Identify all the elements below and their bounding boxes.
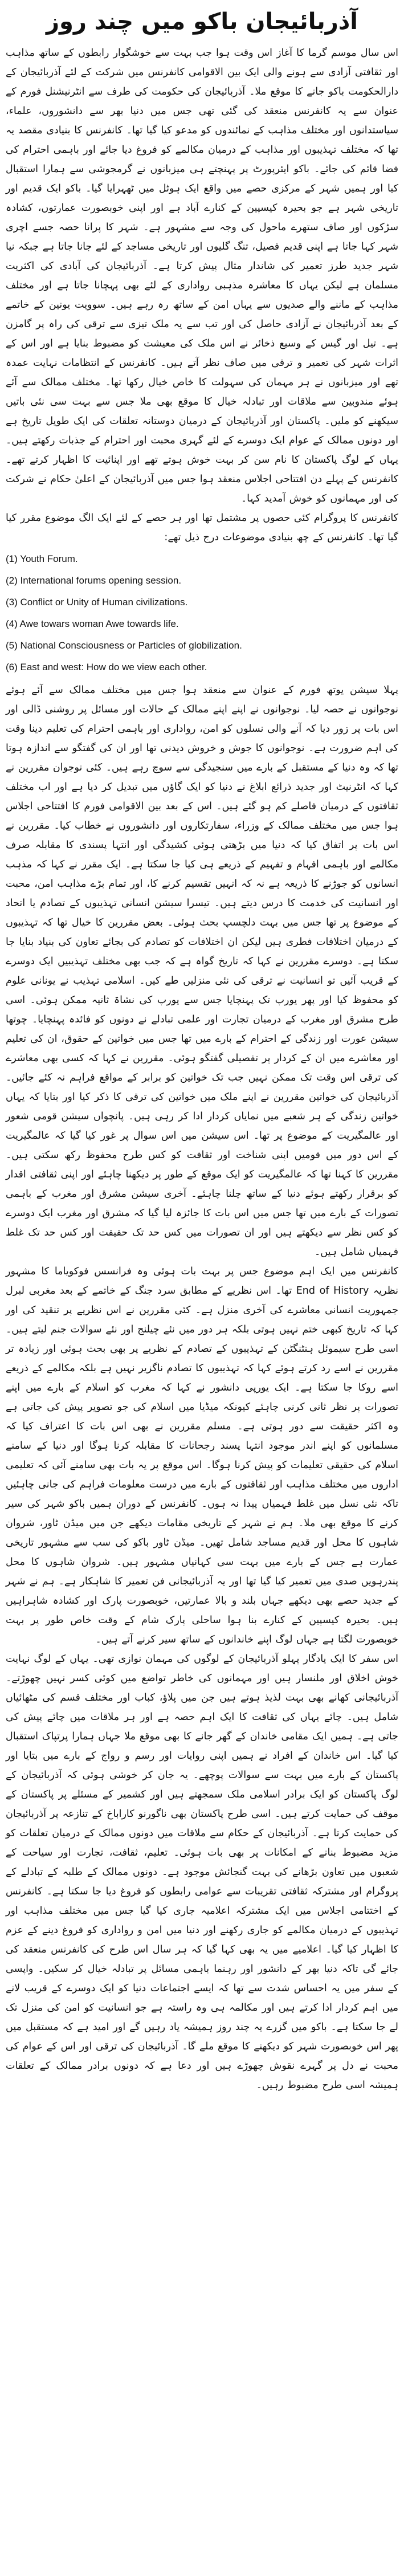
- conference-topics-list: [6, 548, 398, 678]
- topic-item: (2) International forums opening session.: [6, 575, 182, 586]
- topic-item: (1) Youth Forum.: [6, 553, 78, 564]
- topic-item: (5) National Consciousness or Particles of globilization.: [6, 640, 242, 651]
- topic-item: (6) East and west: How do we view each other.: [6, 662, 207, 672]
- body-paragraph-closing: اس سفر کا ایک یادگار پہلو آذربائیجان کے لوگوں کی مہمان نوازی تھی۔ یہاں کے لوگ نہایت خوش اخلاق اور ملنسار ہیں اور مہمانوں کی خاطر تواضع میں کوئی کسر نہیں چھوڑتے۔ آذربائیجانی کھانے بھی بہت لذیذ ہوتے ہیں جن میں پلاؤ، کباب اور مختلف قسم کی مٹھائیاں شامل ہیں۔ چائے یہاں کی ثقافت کا ایک اہم حصہ ہے اور ہر ملاقات میں چائے پیش کی جاتی ہے۔ ہمیں ایک مقامی خاندان کے گھر جانے کا بھی موقع ملا جہاں ہمارا پرتپاک استقبال کیا گیا۔ اس خاندان کے افراد نے ہمیں اپنی روایات اور رسم و رواج کے بارے میں بتایا اور پاکستان کے بارے میں بہت سے سوالات پوچھے۔ یہ جان کر خوشی ہوئی کہ آذربائیجان کے لوگ پاکستان کو ایک برادر اسلامی ملک سمجھتے ہیں اور کشمیر کے مسئلے پر پاکستان کے موقف کی حمایت کرتے ہیں۔ اسی طرح پاکستان بھی ناگورنو کاراباخ کے تنازعہ پر آذربائیجان کی حمایت کرتا ہے۔ آذربائیجان کے حکام سے ملاقات میں دونوں ممالک کے درمیان تعلقات کو مزید مضبوط بنانے کے امکانات پر بھی بات ہوئی۔ تعلیم، ثقافت، تجارت اور سیاحت کے شعبوں میں تعاون بڑھانے کی بہت گنجائش موجود ہے۔ دونوں ممالک کے طلبہ کے تبادلے کے پروگرام اور مشترکہ ثقافتی تقریبات سے عوامی رابطوں کو فروغ دیا جا سکتا ہے۔ کانفرنس کے اختتامی اجلاس میں ایک مشترکہ اعلامیہ جاری کیا گیا جس میں مختلف مذاہب اور تہذیبوں کے درمیان مکالمے کو جاری رکھنے اور دنیا میں امن و رواداری کو فروغ دینے کے عزم کا اظہار کیا گیا۔ اعلامیے میں یہ بھی کہا گیا کہ ہر سال اس طرح کی کانفرنس منعقد کی جائے گی تاکہ دنیا بھر کے دانشور اور رہنما باہمی مسائل پر تبادلہ خیال کر سکیں۔ واپسی کے سفر میں یہ احساس شدت سے تھا کہ ایسے اجتماعات دنیا کو ایک دوسرے کے قریب لانے میں اہم کردار ادا کرتے ہیں اور مکالمہ ہی وہ راستہ ہے جو انسانیت کو امن کی منزل تک لے جا سکتا ہے۔ باکو میں گزرے یہ چند روز ہمیشہ یاد رہیں گے اور امید ہے کہ مستقبل میں پھر اس خوبصورت شہر کو دیکھنے کا موقع ملے گا۔ آذربائیجان کی ترقی اور اس کے عوام کی محبت نے دل پر گہرے نقوش چھوڑے ہیں اور دعا ہے کہ دونوں برادر ممالک کے تعلقات ہمیشہ اسی طرح مضبوط رہیں۔: [6, 1653, 398, 2091]
- body-paragraph-end-of-history: کانفرنس میں ایک اہم موضوع جس پر بہت بات ہوئی وہ فرانسس فوکویاما کا مشہور نظریہ End of History تھا۔ اس نظریے کے مطابق سرد جنگ کے خاتمے کے بعد مغربی لبرل جمہوریت انسانی معاشرے کی آخری منزل ہے۔ کئی مقررین نے اس نظریے پر تنقید کی اور کہا کہ تاریخ کبھی ختم نہیں ہوتی بلکہ ہر دور میں نئے چیلنج اور نئے سوالات جنم لیتے ہیں۔ اسی طرح سیموئل ہنٹنگٹن کے تہذیبوں کے تصادم کے نظریے پر بھی بحث ہوئی اور زیادہ تر مقررین نے اسے رد کرتے ہوئے کہا کہ تہذیبوں کا تصادم ناگزیر نہیں ہے بلکہ مکالمے کے ذریعے اسے روکا جا سکتا ہے۔ ایک یورپی دانشور نے کہا کہ مغرب کو اسلام کے بارے میں اپنے تصورات پر نظر ثانی کرنی چاہئے کیونکہ میڈیا میں اسلام کی جو تصویر پیش کی جاتی ہے وہ اکثر حقیقت سے دور ہوتی ہے۔ مسلم مقررین نے بھی اس بات کا اعتراف کیا کہ مسلمانوں کو اپنے اندر موجود انتہا پسند رجحانات کا مقابلہ کرنا ہوگا اور دنیا کے سامنے اسلام کی حقیقی تعلیمات کو پیش کرنا ہوگا۔ اس موقع پر یہ بات بھی سامنے آئی کہ تعلیمی اداروں میں مختلف مذاہب اور ثقافتوں کے بارے میں درست معلومات فراہم کی جانی چاہئیں تاکہ نئی نسل میں غلط فہمیاں پیدا نہ ہوں۔ کانفرنس کے دوران ہمیں باکو شہر کی سیر کرنے کا موقع بھی ملا۔ ہم نے شہر کے تاریخی مقامات دیکھے جن میں میڈن ٹاور، شروان شاہوں کا محل اور قدیم مساجد شامل تھیں۔ میڈن ٹاور باکو کی سب سے مشہور تاریخی عمارت ہے جس کے بارے میں بہت سی کہانیاں مشہور ہیں۔ شروان شاہوں کا محل پندرہویں صدی میں تعمیر کیا گیا تھا اور یہ آذربائیجانی فن تعمیر کا شاہکار ہے۔ ہم نے شہر کے جدید حصے بھی دیکھے جہاں بلند و بالا عمارتیں، خوبصورت پارک اور کشادہ شاہراہیں ہیں۔ بحیرہ کیسپین کے کنارے بنا ہوا ساحلی پارک شام کے وقت خاص طور پر بہت خوبصورت لگتا ہے جہاں لوگ اپنے خاندانوں کے ساتھ سیر کرنے آتے ہیں۔: [6, 1266, 398, 1645]
- topic-item: (3) Conflict or Unity of Human civilizations.: [6, 597, 188, 608]
- topic-item: (4) Awe towars woman Awe towards life.: [6, 618, 179, 629]
- body-paragraph-sessions: پہلا سیشن یوتھ فورم کے عنوان سے منعقد ہوا جس میں مختلف ممالک سے آئے ہوئے نوجوانوں نے حصہ لیا۔ نوجوانوں نے اپنے اپنے ممالک کے حالات اور مسائل پر روشنی ڈالی اور اس بات پر زور دیا کہ آنے والی نسلوں کو امن، رواداری اور باہمی احترام کی تعلیم دینا وقت کی اہم ضرورت ہے۔ نوجوانوں کا جوش و خروش دیدنی تھا اور ان کی گفتگو سے اندازہ ہوتا تھا کہ وہ دنیا کے مستقبل کے بارے میں سنجیدگی سے سوچ رہے ہیں۔ کئی نوجوان مقررین نے کہا کہ انٹرنیٹ اور جدید ذرائع ابلاغ نے دنیا کو ایک گاؤں میں تبدیل کر دیا ہے اور اب مختلف ثقافتوں کے درمیان فاصلے کم ہو گئے ہیں۔ اس کے بعد بین الاقوامی فورم کا افتتاحی اجلاس ہوا جس میں مختلف ممالک کے وزراء، سفارتکاروں اور دانشوروں نے خطاب کیا۔ مقررین نے اس بات پر اتفاق کیا کہ دنیا میں بڑھتی ہوئی کشیدگی اور انتہا پسندی کا مقابلہ صرف مکالمے اور باہمی افہام و تفہیم کے ذریعے ہی کیا جا سکتا ہے۔ ایک مقرر نے کہا کہ مذہب انسانوں کو جوڑنے کا ذریعہ ہے نہ کہ انہیں تقسیم کرنے کا، اور تمام بڑے مذاہب امن، محبت اور انسانیت کی خدمت کا درس دیتے ہیں۔ تیسرا سیشن انسانی تہذیبوں کے تصادم یا اتحاد کے موضوع پر تھا جس میں بہت دلچسپ بحث ہوئی۔ بعض مقررین کا خیال تھا کہ تہذیبوں کے درمیان اختلافات فطری ہیں لیکن ان اختلافات کو تصادم کی بجائے تعاون کی بنیاد بنایا جا سکتا ہے۔ دوسرے مقررین نے کہا کہ تاریخ گواہ ہے کہ جب بھی مختلف تہذیبیں ایک دوسرے کے قریب آئیں تو انسانیت نے ترقی کی نئی منزلیں طے کیں۔ اسلامی تہذیب نے یونانی علوم کو محفوظ کیا اور پھر یورپ تک پہنچایا جس سے یورپ کی نشاۃ ثانیہ ممکن ہوئی۔ اسی طرح مشرق اور مغرب کے درمیان تجارت اور علمی تبادلے نے دونوں کو فائدہ پہنچایا۔ چوتھا سیشن عورت اور زندگی کے احترام کے بارے میں تھا جس میں خواتین کے حقوق، ان کی تعلیم اور معاشرے میں ان کے کردار پر تفصیلی گفتگو ہوئی۔ مقررین نے کہا کہ کسی بھی معاشرے کی ترقی اس وقت تک ممکن نہیں جب تک خواتین کو برابر کے مواقع فراہم نہ کئے جائیں۔ آذربائیجان کی خواتین مقررین نے اپنے ملک میں خواتین کی ترقی کا ذکر کیا اور بتایا کہ یہاں خواتین زندگی کے ہر شعبے میں نمایاں کردار ادا کر رہی ہیں۔ پانچواں سیشن قومی شعور اور عالمگیریت کے موضوع پر تھا۔ اس سیشن میں اس سوال پر غور کیا گیا کہ عالمگیریت کے اس دور میں قومیں اپنی شناخت اور ثقافت کو کس طرح محفوظ رکھ سکتی ہیں۔ مقررین کا کہنا تھا کہ عالمگیریت کو ایک موقع کے طور پر دیکھنا چاہئے اور اپنی ثقافتی اقدار کو برقرار رکھتے ہوئے دنیا کے ساتھ چلنا چاہئے۔ آخری سیشن مشرق اور مغرب کے باہمی تصورات کے بارے میں تھا جس میں اس بات کا جائزہ لیا گیا کہ مشرق اور مغرب ایک دوسرے کو کس نظر سے دیکھتے ہیں اور ان تصورات میں کس حد تک حقیقت اور کس حد تک غلط فہمیاں شامل ہیں۔: [6, 684, 398, 1258]
- intro-paragraph: اس سال موسم گرما کا آغاز اس وقت ہوا جب بہت سے خوشگوار رابطوں کے ساتھ مذاہب اور ثقافتی آزادی سے ہونے والی ایک بین الاقوامی کانفرنس میں شرکت کے لئے آذربائیجان کے دارالحکومت باکو جانے کا موقع ملا۔ آذربائیجان کی حکومت کی طرف سے انٹرنیشنل فورم کے عنوان سے یہ کانفرنس منعقد کی گئی تھی جس میں دنیا بھر سے دانشوروں، علماء، سیاستدانوں اور مختلف مذاہب کے نمائندوں کو مدعو کیا گیا تھا۔ کانفرنس کا بنیادی مقصد یہ تھا کہ مختلف تہذیبوں اور مذاہب کے درمیان مکالمے کو فروغ دیا جائے اور باہمی احترام کی فضا قائم کی جائے۔ باکو ایئرپورٹ پر پہنچتے ہی میزبانوں نے گرمجوشی سے ہمارا استقبال کیا اور ہمیں شہر کے مرکزی حصے میں واقع ایک ہوٹل میں ٹھہرایا گیا۔ باکو ایک قدیم اور تاریخی شہر ہے جو بحیرہ کیسپین کے کنارے آباد ہے اور اپنی خوبصورت عمارتوں، کشادہ سڑکوں اور صاف ستھرے ماحول کی وجہ سے مشہور ہے۔ شہر کا پرانا حصہ جسے اچری شہر کہا جاتا ہے اپنی قدیم فصیل، تنگ گلیوں اور تاریخی مساجد کے لئے جانا جاتا ہے جبکہ نیا شہر جدید طرز تعمیر کی شاندار مثال پیش کرتا ہے۔ آذربائیجان کی آبادی کی اکثریت مسلمان ہے لیکن یہاں کا معاشرہ مذہبی رواداری کے لئے بھی پہچانا جاتا ہے اور مختلف مذاہب کے ماننے والے صدیوں سے یہاں امن کے ساتھ رہ رہے ہیں۔ سوویت یونین کے خاتمے کے بعد آذربائیجان نے آزادی حاصل کی اور تب سے یہ ملک تیزی سے ترقی کی راہ پر گامزن ہے۔ تیل اور گیس کے وسیع ذخائر نے اس ملک کی معیشت کو مضبوط بنایا ہے اور اس کے اثرات شہر کی تعمیر و ترقی میں صاف نظر آتے ہیں۔ کانفرنس کے انتظامات نہایت عمدہ تھے اور میزبانوں نے ہر مہمان کی سہولت کا خاص خیال رکھا تھا۔ مختلف ممالک سے آئے ہوئے مندوبین سے ملاقات اور تبادلہ خیال کا موقع بھی ملا جس سے بہت سی نئی باتیں سیکھنے کو ملیں۔ پاکستان اور آذربائیجان کے درمیان دوستانہ تعلقات کی ایک طویل تاریخ ہے اور دونوں ممالک کے عوام ایک دوسرے کے لئے گہری محبت اور احترام کے جذبات رکھتے ہیں۔ یہاں کے لوگ پاکستان کا نام سن کر بہت خوش ہوتے تھے اور اپنائیت کا اظہار کرتے تھے۔ کانفرنس کے پہلے دن افتتاحی اجلاس منعقد ہوا جس میں آذربائیجان کے اعلیٰ حکام نے شرکت کی اور مہمانوں کو خوش آمدید کہا۔: [6, 47, 398, 504]
- program-intro-paragraph: کانفرنس کا پروگرام کئی حصوں پر مشتمل تھا اور ہر حصے کے لئے ایک الگ موضوع مقرر کیا گیا تھا۔ کانفرنس کے چھ بنیادی موضوعات درج ذیل تھے:: [6, 512, 398, 543]
- article-title: آذربائیجان باکو میں چند روز: [46, 9, 358, 35]
